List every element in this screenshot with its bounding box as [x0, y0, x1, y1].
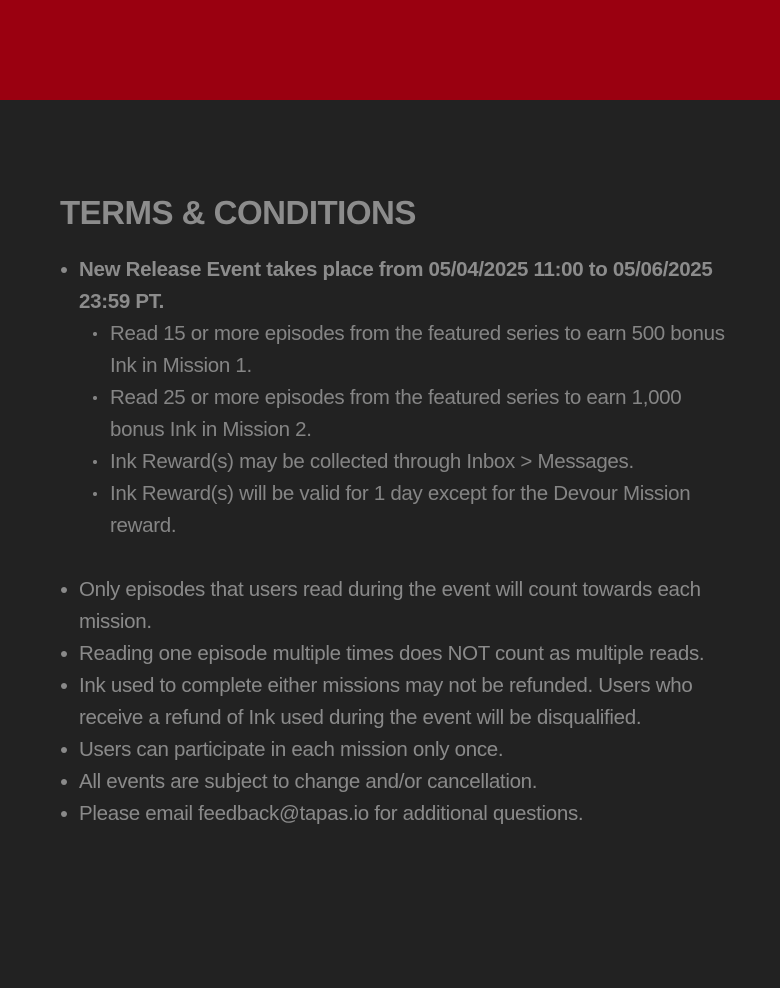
general-rule-item: Ink used to complete either missions may not be refunded. Users who receive a refund of Ink used during the event will be disqualified.: [60, 670, 740, 734]
mission-rule-item: Ink Reward(s) will be valid for 1 day except for the Devour Mission reward.: [91, 478, 740, 542]
event-period-text: New Release Event takes place from 05/04/2025 11:00 to 05/06/2025 23:59 PT.: [79, 258, 713, 313]
general-rule-item: Reading one episode multiple times does NOT count as multiple reads.: [60, 638, 740, 670]
terms-section: [60, 190, 740, 830]
general-rule-item: Please email feedback@tapas.io for additional questions.: [60, 798, 740, 830]
terms-title: TERMS & CONDITIONS: [60, 194, 416, 231]
top-banner: [0, 0, 780, 100]
event-period-item: [60, 254, 740, 542]
terms-list: [60, 254, 740, 830]
mission-rule-item: Read 25 or more episodes from the featured series to earn 1,000 bonus Ink in Mission 2.: [91, 382, 740, 446]
mission-rule-item: Ink Reward(s) may be collected through Inbox > Messages.: [91, 446, 740, 478]
mission-rules-list: [79, 318, 740, 542]
general-rule-item: Users can participate in each mission only once.: [60, 734, 740, 766]
general-rule-item: All events are subject to change and/or cancellation.: [60, 766, 740, 798]
general-rule-item: Only episodes that users read during the event will count towards each mission.: [60, 574, 740, 638]
mission-rule-item: Read 15 or more episodes from the featured series to earn 500 bonus Ink in Mission 1.: [91, 318, 740, 382]
